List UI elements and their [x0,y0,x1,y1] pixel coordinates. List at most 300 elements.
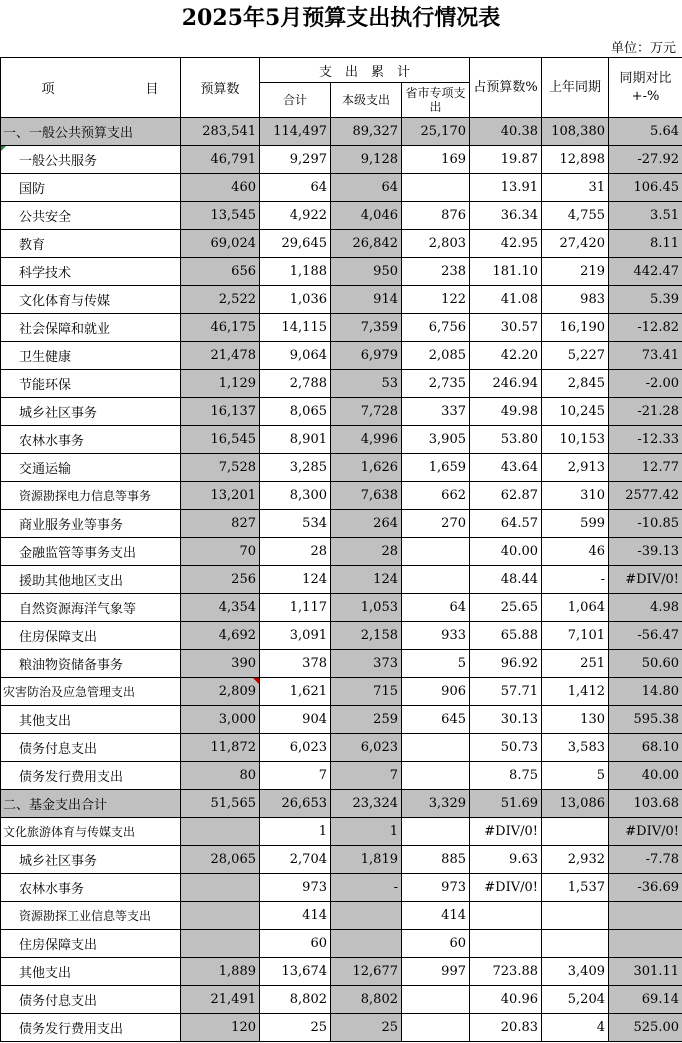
table-row [1,566,682,594]
cell-last: 5,204 [542,986,609,1014]
table-row [1,678,682,706]
table-row [1,986,682,1014]
cell-yoy: 5.64 [609,118,682,146]
cell-last: 1,064 [542,594,609,622]
cell-total: 124 [260,566,331,594]
cell-pct: 13.91 [470,174,542,202]
cell-pct: 9.63 [470,846,542,874]
cell-own: 259 [331,706,402,734]
cell-last: 7,101 [542,622,609,650]
cell-last [542,818,609,846]
cell-last: 10,153 [542,426,609,454]
cell-total: 25 [260,1014,331,1042]
cell-budget: 1,129 [181,370,260,398]
cell-last: 599 [542,510,609,538]
table-row [1,874,682,902]
cell-special: 876 [402,202,470,230]
table-row [1,202,682,230]
cell-yoy: #DIV/0! [609,818,682,846]
row-name: 交通运输 [1,454,181,482]
cell-total: 973 [260,874,331,902]
table-row [1,230,682,258]
cell-last: - [542,566,609,594]
cell-budget: 21,491 [181,986,260,1014]
cell-special: 1,659 [402,454,470,482]
table-row [1,538,682,566]
cell-total: 29,645 [260,230,331,258]
cell-own: 64 [331,174,402,202]
cell-total: 9,064 [260,342,331,370]
row-name: 债务发行费用支出 [1,1014,181,1042]
cell-yoy: 595.38 [609,706,682,734]
cell-budget: 3,000 [181,706,260,734]
cell-total: 1,621 [260,678,331,706]
cell-own: 2,158 [331,622,402,650]
cell-total: 4,922 [260,202,331,230]
row-name: 其他支出 [1,706,181,734]
table-row [1,958,682,986]
cell-special [402,734,470,762]
cell-budget: 13,201 [181,482,260,510]
cell-total: 3,285 [260,454,331,482]
cell-pct: 40.96 [470,986,542,1014]
cell-last: 310 [542,482,609,510]
row-name: 其他支出 [1,958,181,986]
cell-special: 64 [402,594,470,622]
header-total: 合计 [260,83,331,118]
cell-pct: 181.10 [470,258,542,286]
cell-budget: 21,478 [181,342,260,370]
cell-own: 715 [331,678,402,706]
cell-last: 4 [542,1014,609,1042]
cell-pct: 40.00 [470,538,542,566]
table-row [1,510,682,538]
cell-budget: 16,137 [181,398,260,426]
cell-yoy: 106.45 [609,174,682,202]
table-row [1,706,682,734]
cell-pct: 40.38 [470,118,542,146]
cell-total: 9,297 [260,146,331,174]
cell-budget: 13,545 [181,202,260,230]
cell-own: 1,626 [331,454,402,482]
cell-pct: 96.92 [470,650,542,678]
cell-own: 264 [331,510,402,538]
cell-pct: 42.20 [470,342,542,370]
cell-own: 12,677 [331,958,402,986]
table-row [1,846,682,874]
cell-total: 534 [260,510,331,538]
row-name: 债务付息支出 [1,734,181,762]
cell-last: 4,755 [542,202,609,230]
cell-pct: 57.71 [470,678,542,706]
cell-budget: 69,024 [181,230,260,258]
cell-special: 662 [402,482,470,510]
table-row [1,342,682,370]
cell-own: 1 [331,818,402,846]
cell-total: 1,188 [260,258,331,286]
table-row [1,818,682,846]
cell-special [402,174,470,202]
cell-last: 16,190 [542,314,609,342]
cell-budget: 80 [181,762,260,790]
cell-total: 8,901 [260,426,331,454]
cell-special [402,986,470,1014]
cell-pct: 25.65 [470,594,542,622]
cell-special: 5 [402,650,470,678]
table-row [1,286,682,314]
cell-budget [181,818,260,846]
table-row [1,482,682,510]
cell-yoy: 301.11 [609,958,682,986]
cell-last: 10,245 [542,398,609,426]
cell-yoy: -36.69 [609,874,682,902]
table-row [1,426,682,454]
cell-pct: #DIV/0! [470,874,542,902]
cell-yoy: -12.82 [609,314,682,342]
cell-special: 60 [402,930,470,958]
row-name: 科学技术 [1,258,181,286]
cell-own: 373 [331,650,402,678]
cell-own: 89,327 [331,118,402,146]
cell-own: 4,046 [331,202,402,230]
cell-budget: 70 [181,538,260,566]
cell-pct: 64.57 [470,510,542,538]
cell-total: 60 [260,930,331,958]
cell-total: 6,023 [260,734,331,762]
cell-total: 114,497 [260,118,331,146]
table-row [1,118,682,146]
table-row [1,622,682,650]
cell-pct [470,902,542,930]
cell-pct: #DIV/0! [470,818,542,846]
cell-total: 28 [260,538,331,566]
cell-special: 6,756 [402,314,470,342]
table-row [1,454,682,482]
row-name: 公共安全 [1,202,181,230]
row-name: 债务发行费用支出 [1,762,181,790]
cell-budget: 16,545 [181,426,260,454]
cell-total: 13,674 [260,958,331,986]
cell-own: 7,359 [331,314,402,342]
cell-yoy: -56.47 [609,622,682,650]
cell-pct: 62.87 [470,482,542,510]
row-name: 文化旅游体育与传媒支出 [1,818,181,846]
cell-special [402,762,470,790]
cell-yoy: -12.33 [609,426,682,454]
cell-yoy: 12.77 [609,454,682,482]
cell-special [402,818,470,846]
cell-last [542,930,609,958]
cell-budget: 390 [181,650,260,678]
cell-special: 906 [402,678,470,706]
cell-own: 23,324 [331,790,402,818]
header-pct-budget: 占预算数% [470,58,542,118]
cell-pct: 723.88 [470,958,542,986]
cell-special: 933 [402,622,470,650]
header-last-year: 上年同期 [542,58,609,118]
header-budget: 预算数 [181,58,260,118]
cell-own: 124 [331,566,402,594]
table-row [1,370,682,398]
cell-pct: 20.83 [470,1014,542,1042]
cell-last: 130 [542,706,609,734]
cell-own: 7,728 [331,398,402,426]
cell-special: 997 [402,958,470,986]
cell-last: 108,380 [542,118,609,146]
row-name: 国防 [1,174,181,202]
header-special: 省市专项支出 [402,83,470,118]
cell-budget: 7,528 [181,454,260,482]
cell-special: 3,905 [402,426,470,454]
cell-yoy: -2.00 [609,370,682,398]
page-title: 2025年5月预算支出执行情况表 [181,5,501,31]
cell-total: 3,091 [260,622,331,650]
cell-yoy: 3.51 [609,202,682,230]
cell-own: 6,979 [331,342,402,370]
table-row [1,594,682,622]
header-item: 项 目 [1,58,181,118]
cell-own: 26,842 [331,230,402,258]
cell-special: 2,735 [402,370,470,398]
header-yoy: 同期对比+-% [609,58,682,118]
cell-pct: 43.64 [470,454,542,482]
cell-last: 219 [542,258,609,286]
cell-total: 1 [260,818,331,846]
table-row [1,650,682,678]
cell-budget [181,874,260,902]
cell-special: 885 [402,846,470,874]
cell-pct: 19.87 [470,146,542,174]
cell-own: 914 [331,286,402,314]
cell-yoy: 525.00 [609,1014,682,1042]
table-row [1,762,682,790]
table-row [1,258,682,286]
cell-total: 8,065 [260,398,331,426]
row-name: 节能环保 [1,370,181,398]
cell-pct: 36.34 [470,202,542,230]
cell-special: 2,085 [402,342,470,370]
cell-budget: 46,175 [181,314,260,342]
cell-special: 337 [402,398,470,426]
cell-yoy: 69.14 [609,986,682,1014]
row-name: 一般公共服务 [1,146,181,174]
cell-budget: 28,065 [181,846,260,874]
cell-total: 64 [260,174,331,202]
cell-own [331,902,402,930]
cell-pct [470,930,542,958]
cell-last: 46 [542,538,609,566]
cell-special: 270 [402,510,470,538]
cell-last: 983 [542,286,609,314]
row-name: 资源勘探电力信息等事务 [1,482,181,510]
cell-yoy: 50.60 [609,650,682,678]
cell-yoy: 4.98 [609,594,682,622]
row-name: 住房保障支出 [1,930,181,958]
cell-yoy [609,930,682,958]
cell-total: 1,117 [260,594,331,622]
row-name: 灾害防治及应急管理支出 [1,678,181,706]
cell-yoy: -21.28 [609,398,682,426]
cell-special [402,566,470,594]
cell-yoy: 40.00 [609,762,682,790]
row-name: 二、基金支出合计 [1,790,181,818]
cell-special: 973 [402,874,470,902]
cell-total: 26,653 [260,790,331,818]
row-name: 教育 [1,230,181,258]
row-name: 住房保障支出 [1,622,181,650]
cell-pct: 41.08 [470,286,542,314]
cell-last: 1,412 [542,678,609,706]
cell-budget: 827 [181,510,260,538]
cell-last: 5 [542,762,609,790]
cell-pct: 49.98 [470,398,542,426]
cell-pct: 53.80 [470,426,542,454]
cell-last: 3,409 [542,958,609,986]
cell-budget: 460 [181,174,260,202]
cell-yoy: -27.92 [609,146,682,174]
cell-yoy: 73.41 [609,342,682,370]
cell-pct: 48.44 [470,566,542,594]
table-row [1,314,682,342]
row-name: 农林水事务 [1,874,181,902]
table-row [1,790,682,818]
cell-budget: 11,872 [181,734,260,762]
header-cumulative: 支 出 累 计 [260,58,470,83]
cell-own: 9,128 [331,146,402,174]
budget-table [0,57,682,1042]
cell-own: 950 [331,258,402,286]
cell-yoy: 103.68 [609,790,682,818]
table-row [1,1014,682,1042]
row-name: 援助其他地区支出 [1,566,181,594]
cell-special: 122 [402,286,470,314]
cell-yoy: -7.78 [609,846,682,874]
cell-special [402,538,470,566]
cell-pct: 8.75 [470,762,542,790]
row-name: 城乡社区事务 [1,846,181,874]
cell-last: 31 [542,174,609,202]
cell-total: 2,788 [260,370,331,398]
cell-budget: 1,889 [181,958,260,986]
cell-yoy: -39.13 [609,538,682,566]
cell-total: 7 [260,762,331,790]
row-name: 资源勘探工业信息等支出 [1,902,181,930]
cell-special: 238 [402,258,470,286]
cell-own: 8,802 [331,986,402,1014]
row-name: 社会保障和就业 [1,314,181,342]
cell-yoy: #DIV/0! [609,566,682,594]
cell-yoy: 14.80 [609,678,682,706]
cell-yoy: 8.11 [609,230,682,258]
cell-budget: 51,565 [181,790,260,818]
cell-last: 2,845 [542,370,609,398]
cell-total: 8,802 [260,986,331,1014]
cell-own: 1,819 [331,846,402,874]
row-name: 一、一般公共预算支出 [1,118,181,146]
cell-own: 25 [331,1014,402,1042]
row-name: 债务付息支出 [1,986,181,1014]
cell-own: 28 [331,538,402,566]
row-name: 商业服务业等事务 [1,510,181,538]
row-name: 文化体育与传媒 [1,286,181,314]
row-name: 金融监管等事务支出 [1,538,181,566]
cell-total: 904 [260,706,331,734]
cell-pct: 65.88 [470,622,542,650]
cell-own: 7,638 [331,482,402,510]
cell-total: 378 [260,650,331,678]
row-name: 自然资源海洋气象等 [1,594,181,622]
cell-total: 8,300 [260,482,331,510]
cell-total: 414 [260,902,331,930]
cell-yoy: -10.85 [609,510,682,538]
cell-special: 169 [402,146,470,174]
cell-special: 3,329 [402,790,470,818]
cell-budget: 256 [181,566,260,594]
cell-own: 1,053 [331,594,402,622]
cell-last: 13,086 [542,790,609,818]
cell-yoy: 5.39 [609,286,682,314]
cell-last: 2,932 [542,846,609,874]
cell-special: 25,170 [402,118,470,146]
cell-yoy: 2577.42 [609,482,682,510]
table-row [1,398,682,426]
cell-yoy [609,902,682,930]
cell-special: 645 [402,706,470,734]
header-own-level: 本级支出 [331,83,402,118]
cell-budget: 283,541 [181,118,260,146]
cell-budget: 4,692 [181,622,260,650]
cell-budget [181,930,260,958]
cell-last: 251 [542,650,609,678]
row-name: 农林水事务 [1,426,181,454]
cell-pct: 30.57 [470,314,542,342]
cell-budget: 656 [181,258,260,286]
cell-last: 12,898 [542,146,609,174]
table-row [1,902,682,930]
cell-last: 5,227 [542,342,609,370]
cell-last: 27,420 [542,230,609,258]
unit-label: 单位：万元 [610,41,676,56]
cell-own: - [331,874,402,902]
cell-own: 7 [331,762,402,790]
row-name: 粮油物资储备事务 [1,650,181,678]
cell-last: 3,583 [542,734,609,762]
cell-budget: 2,522 [181,286,260,314]
cell-last [542,902,609,930]
cell-own: 53 [331,370,402,398]
cell-pct: 50.73 [470,734,542,762]
row-name: 卫生健康 [1,342,181,370]
cell-own: 6,023 [331,734,402,762]
cell-total: 2,704 [260,846,331,874]
cell-pct: 246.94 [470,370,542,398]
cell-own [331,930,402,958]
cell-special [402,1014,470,1042]
cell-budget: 2,809 [181,678,260,706]
cell-budget [181,902,260,930]
cell-pct: 30.13 [470,706,542,734]
cell-pct: 42.95 [470,230,542,258]
cell-own: 4,996 [331,426,402,454]
cell-last: 1,537 [542,874,609,902]
table-row [1,146,682,174]
cell-total: 1,036 [260,286,331,314]
cell-budget: 4,354 [181,594,260,622]
cell-budget: 120 [181,1014,260,1042]
cell-budget: 46,791 [181,146,260,174]
table-row [1,734,682,762]
table-row [1,174,682,202]
